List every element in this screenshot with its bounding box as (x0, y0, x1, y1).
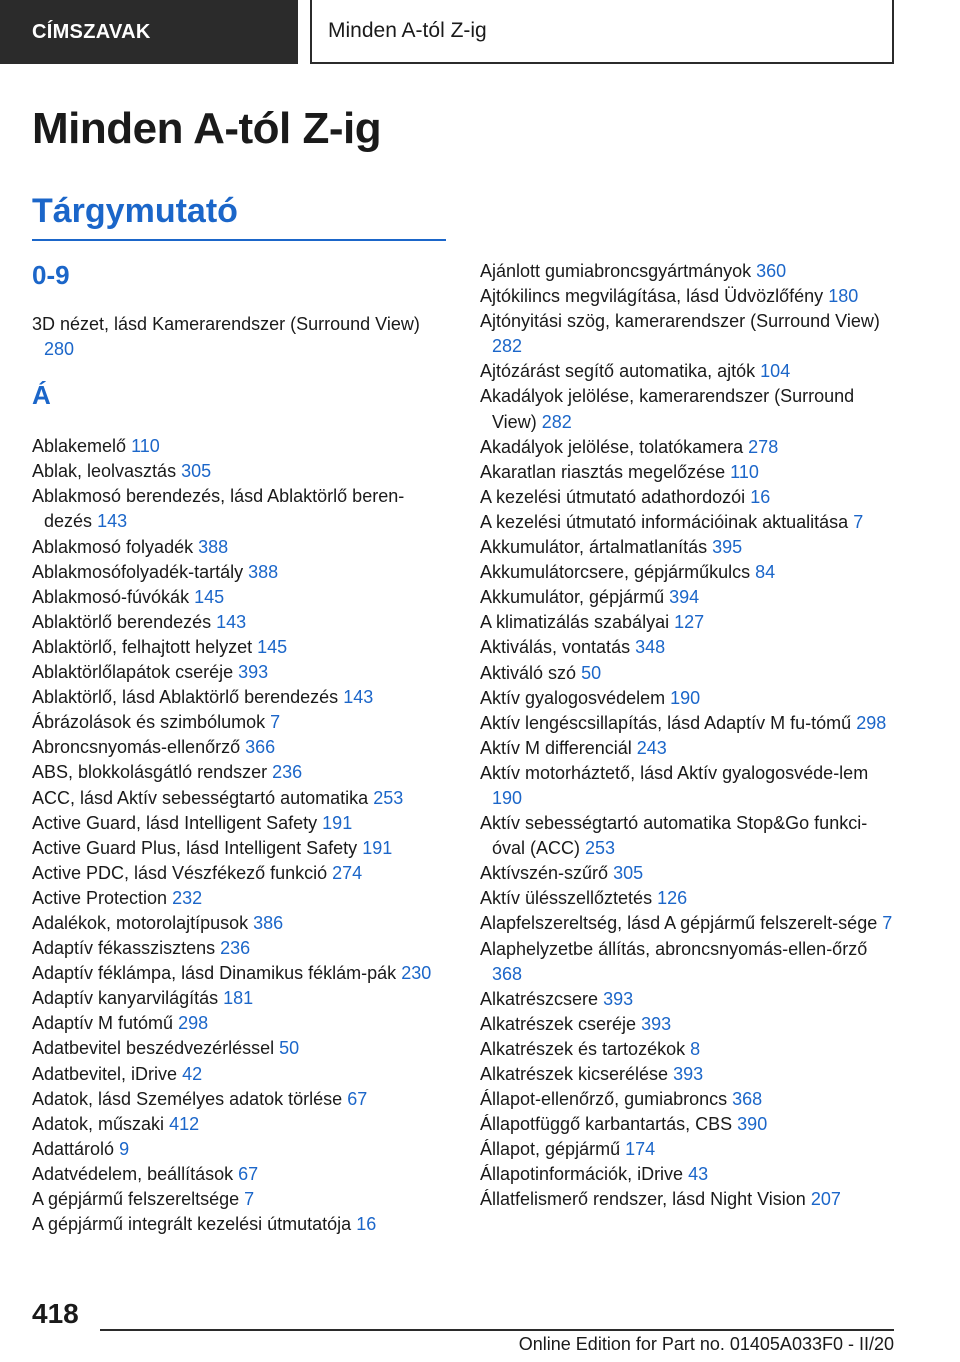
page-reference-link[interactable]: 181 (223, 988, 254, 1009)
index-entry (480, 861, 900, 886)
index-entry-text: Aktív gyalogosvédelem (480, 687, 666, 708)
section-tab[interactable]: CÍMSZAVAK (0, 0, 298, 64)
index-entry (480, 284, 900, 309)
page-reference-link[interactable]: 110 (730, 461, 759, 482)
index-group-heading: 0-9 (32, 260, 70, 290)
index-entry-text: A gépjármű felszereltsége (32, 1189, 240, 1209)
index-entry-text: Aktív lengéscsillapítás, lásd Adaptív M fu-tómű (480, 712, 852, 733)
page-reference-link[interactable]: 7 (853, 511, 864, 532)
index-entry (480, 761, 900, 811)
index-entry-text: Ablaktörlőlapátok cseréje (32, 662, 234, 683)
page-reference-link[interactable]: 145 (194, 586, 225, 607)
index-entry (32, 861, 452, 886)
footer-divider (100, 1329, 894, 1331)
index-entry (480, 711, 900, 736)
index-entry-text: Ablakemelő (32, 436, 127, 457)
index-group-entries (480, 259, 900, 1213)
page-reference-link[interactable]: 280 (44, 339, 75, 360)
page-reference-link[interactable]: 274 (332, 862, 363, 883)
page-reference-link[interactable]: 7 (244, 1189, 255, 1209)
index-entry (480, 510, 900, 535)
index-entry (32, 1112, 452, 1137)
index-entry (32, 911, 452, 936)
index-entry-text: Alkatrészek cseréje (480, 1013, 637, 1034)
index-entry-text: Ábrázolások és szimbólumok (32, 712, 266, 733)
index-entry-text: Állatfelismerő rendszer, lásd Night Vision (480, 1189, 806, 1210)
index-entry-text: Active Guard, lásd Intelligent Safety (32, 812, 318, 833)
index-entry (32, 1137, 452, 1162)
page-reference-link[interactable]: 393 (603, 988, 634, 1009)
page-reference-link[interactable]: 393 (673, 1064, 704, 1084)
page-number: 418 (32, 1298, 79, 1329)
page-reference-link[interactable]: 232 (172, 887, 203, 908)
index-entry (480, 686, 900, 711)
page-reference-link[interactable]: 42 (182, 1063, 203, 1084)
page-reference-link[interactable]: 393 (238, 662, 269, 683)
page-reference-link[interactable]: 50 (581, 662, 602, 683)
index-entry (32, 1187, 452, 1212)
index-entry-text: Akadályok jelölése, tolatókamera (480, 436, 744, 457)
index-entry (32, 585, 452, 610)
index-entry (32, 1036, 452, 1061)
page-reference-link[interactable]: 16 (750, 486, 771, 507)
index-entry (480, 1137, 900, 1162)
index-entry (32, 986, 452, 1011)
index-entry (32, 936, 452, 961)
index-entry-text: Ablakmosófolyadék-tartály (32, 561, 244, 582)
page-reference-link[interactable]: 236 (272, 762, 303, 783)
index-entry-text: Adatvédelem, beállítások (32, 1163, 234, 1184)
index-entry (480, 736, 900, 761)
page-reference-link[interactable]: 7 (270, 712, 281, 733)
index-entry-text: Adatbevitel beszédvezérléssel (32, 1038, 275, 1059)
page-reference-link[interactable]: 207 (810, 1189, 841, 1210)
index-entry (32, 660, 452, 685)
index-entry (480, 1062, 900, 1087)
chapter-tab[interactable]: Minden A-tól Z-ig (310, 0, 894, 64)
index-entry (480, 811, 900, 861)
index-entry (480, 460, 900, 485)
page-reference-link[interactable]: 253 (373, 787, 404, 808)
index-entry-text: Akkumulátorcsere, gépjárműkulcs (480, 562, 751, 583)
index-entry-text: Alapfelszereltség, lásd A gépjármű felszerelt-sége (480, 913, 878, 934)
index-entry (480, 485, 900, 510)
index-entry (32, 1011, 452, 1036)
index-entry (480, 886, 900, 911)
index-entry-text: Akadályok jelölése, kamerarendszer (Surround View) (480, 386, 855, 432)
index-entry-text: Ajtózárást segítő automatika, ajtók (480, 361, 756, 382)
page-reference-link[interactable]: 282 (492, 336, 523, 357)
index-entry (480, 560, 900, 585)
index-entry (32, 886, 452, 911)
page-reference-link[interactable]: 50 (279, 1038, 300, 1059)
index-entry-text: Alkatrészcsere (480, 988, 599, 1009)
page-reference-link[interactable]: 230 (401, 963, 432, 984)
index-entry (32, 685, 452, 710)
index-entry-text: Aktív M differenciál (480, 737, 632, 758)
page-reference-link[interactable]: 190 (670, 687, 701, 708)
index-entry-text: Ajánlott gumiabroncsgyártmányok (480, 261, 752, 281)
page-reference-link[interactable]: 236 (220, 938, 251, 959)
index-entry (32, 735, 452, 760)
index-entry-text: Aktív ülésszellőztetés (480, 888, 653, 909)
index-entry (32, 1087, 452, 1112)
index-entry-text: Állapotinformációk, iDrive (480, 1164, 684, 1185)
index-entry-text: Aktiválás, vontatás (480, 637, 631, 658)
page-reference-link[interactable]: 348 (635, 637, 666, 658)
index-entry-text: A gépjármű integrált kezelési útmutatója (32, 1214, 352, 1235)
index-entry (480, 359, 900, 384)
index-entry (480, 535, 900, 560)
page-reference-link[interactable]: 143 (216, 611, 247, 632)
index-entry-text: Ajtónyitási szög, kamerarendszer (Surround View) (480, 311, 880, 332)
index-entry (32, 635, 452, 660)
index-entry-text: Aktív sebességtartó automatika Stop&Go funkci-óval (ACC) (480, 813, 868, 859)
page-reference-link[interactable]: 7 (882, 913, 893, 934)
page-reference-link[interactable]: 84 (755, 562, 776, 583)
index-column-right (480, 259, 900, 1213)
index-entry-text: Adaptív féklámpa, lásd Dinamikus féklám-pák (32, 963, 397, 984)
index-entry (480, 1012, 900, 1037)
page-reference-link[interactable]: 143 (97, 511, 128, 532)
index-entry (480, 635, 900, 660)
index-entry-text: Alkatrészek és tartozékok (480, 1038, 686, 1059)
index-entry-text: 3D nézet, lásd Kamerarendszer (Surround View) (32, 314, 420, 334)
index-entry (32, 459, 452, 484)
index-entry-text: Alkatrészek kicserélése (480, 1064, 669, 1084)
index-entry-text: Állapotfüggő karbantartás, CBS (480, 1114, 733, 1135)
index-entry (480, 384, 900, 434)
index-entry (480, 1087, 900, 1112)
index-entry-text: Adalékok, motorolajtípusok (32, 912, 249, 933)
page-reference-link[interactable]: 127 (674, 612, 705, 633)
index-entry-text: Active Protection (32, 887, 168, 908)
page-reference-link[interactable]: 126 (657, 888, 688, 909)
index-entry-text: A kezelési útmutató adathordozói (480, 486, 746, 507)
index-entry-text: Ablaktörlő berendezés (32, 611, 212, 632)
page-reference-link[interactable]: 110 (131, 436, 160, 457)
index-entry (480, 661, 900, 686)
index-entry (32, 1162, 452, 1187)
index-entry-text: ACC, lásd Aktív sebességtartó automatika (32, 787, 369, 808)
page-reference-link[interactable]: 394 (669, 587, 700, 608)
page-reference-link[interactable]: 16 (356, 1214, 377, 1235)
page-reference-link[interactable]: 243 (636, 737, 667, 758)
index-entry (480, 937, 900, 987)
page-header (0, 0, 960, 66)
page-reference-link[interactable]: 412 (169, 1113, 200, 1134)
index-entry-text: ABS, blokkolásgátló rendszer (32, 762, 268, 783)
index-entry (32, 1212, 452, 1237)
page-reference-link[interactable]: 145 (257, 636, 288, 657)
index-entry-text: Ablak, leolvasztás (32, 461, 177, 482)
index-entry (480, 987, 900, 1012)
index-entry-text: Állapot-ellenőrző, gumiabroncs (480, 1089, 728, 1110)
page-reference-link[interactable]: 43 (688, 1164, 709, 1185)
page-title: Minden A-tól Z-ig (32, 104, 382, 153)
index-entry (480, 1187, 900, 1212)
index-entry-text: A kezelési útmutató információinak aktualitása (480, 511, 849, 532)
index-entry-text: Akaratlan riasztás megelőzése (480, 461, 726, 482)
index-group-entries (32, 434, 452, 1237)
page-reference-link[interactable]: 9 (119, 1138, 130, 1159)
page-reference-link[interactable]: 174 (625, 1139, 656, 1160)
index-entry-text: A klimatizálás szabályai (480, 612, 670, 633)
index-entry (32, 535, 452, 560)
page-reference-link[interactable]: 366 (245, 737, 276, 758)
index-entry-text: Akkumulátor, ártalmatlanítás (480, 537, 708, 558)
index-entry-text: Ablaktörlő, lásd Ablaktörlő berendezés (32, 687, 339, 708)
page-reference-link[interactable]: 305 (613, 863, 644, 884)
index-group-entries (32, 312, 452, 362)
index-entry (32, 312, 452, 362)
index-entry (32, 434, 452, 459)
page-reference-link[interactable]: 278 (748, 436, 779, 457)
index-entry-text: Ajtókilincs megvilágítása, lásd Üdvözlőfény (480, 286, 824, 307)
index-entry (32, 610, 452, 635)
index-entry-text: Adatok, lásd Személyes adatok törlése (32, 1088, 343, 1109)
index-entry (32, 786, 452, 811)
index-entry (32, 484, 452, 534)
index-entry-text: Aktiváló szó (480, 662, 577, 683)
page-reference-link[interactable]: 360 (756, 261, 787, 281)
index-entry (32, 961, 452, 986)
page-reference-link[interactable]: 104 (760, 361, 791, 382)
index-entry (480, 1162, 900, 1187)
section-divider (32, 239, 446, 241)
index-entry-text: Állapot, gépjármű (480, 1139, 621, 1160)
page-reference-link[interactable]: 143 (343, 687, 374, 708)
index-entry-text: Adaptív fékasszisztens (32, 938, 216, 959)
index-entry (32, 836, 452, 861)
index-entry-text: Ablakmosó berendezés, lásd Ablaktörlő beren-dezés (32, 486, 405, 532)
index-entry (480, 1112, 900, 1137)
page-reference-link[interactable]: 191 (322, 812, 353, 833)
index-entry-text: Akkumulátor, gépjármű (480, 587, 665, 608)
page-reference-link[interactable]: 180 (828, 286, 859, 307)
index-entry-text: Adatok, műszaki (32, 1113, 165, 1134)
index-entry-text: Adaptív kanyarvilágítás (32, 988, 219, 1009)
index-entry-text: Abroncsnyomás-ellenőrző (32, 737, 241, 758)
page-reference-link[interactable]: 388 (198, 536, 229, 557)
index-entry-text: Adattároló (32, 1138, 115, 1159)
index-entry-text: Adaptív M futómű (32, 1013, 174, 1034)
index-entry-text: Ablakmosó folyadék (32, 536, 194, 557)
page-reference-link[interactable]: 190 (492, 787, 523, 808)
index-entry (480, 585, 900, 610)
page-reference-link[interactable]: 298 (178, 1013, 209, 1034)
page-reference-link[interactable]: 253 (585, 838, 616, 859)
index-entry (32, 760, 452, 785)
index-entry-text: Alaphelyzetbe állítás, abroncsnyomás-ellen-őrző (480, 938, 868, 959)
index-entry-text: Adatbevitel, iDrive (32, 1063, 178, 1084)
index-entry (32, 560, 452, 585)
edition-note: Online Edition for Part no. 01405A033F0 - II/20 (518, 1334, 894, 1354)
page-reference-link[interactable]: 368 (732, 1089, 763, 1110)
index-entry (480, 259, 900, 284)
page-reference-link[interactable]: 67 (347, 1088, 368, 1109)
index-entry (32, 1062, 452, 1087)
index-entry (480, 610, 900, 635)
index-entry-text: Ablaktörlő, felhajtott helyzet (32, 636, 253, 657)
page-reference-link[interactable]: 386 (253, 912, 284, 933)
page-reference-link[interactable]: 8 (690, 1038, 701, 1059)
page-reference-link[interactable]: 282 (541, 411, 572, 432)
index-entry (32, 710, 452, 735)
index-entry (32, 811, 452, 836)
index-entry-text: Active PDC, lásd Vészfékező funkció (32, 862, 328, 883)
index-entry (480, 309, 900, 359)
page-reference-link[interactable]: 393 (641, 1013, 672, 1034)
index-column-left (32, 260, 452, 1237)
index-entry-text: Active Guard Plus, lásd Intelligent Safety (32, 837, 358, 858)
section-title: Tárgymutató (32, 192, 238, 230)
index-entry (480, 435, 900, 460)
page-reference-link[interactable]: 388 (248, 561, 279, 582)
page-reference-link[interactable]: 298 (856, 712, 887, 733)
index-entry-text: Ablakmosó-fúvókák (32, 586, 190, 607)
page-reference-link[interactable]: 368 (492, 963, 523, 984)
index-entry (480, 911, 900, 936)
page-reference-link[interactable]: 305 (181, 461, 212, 482)
index-entry-text: Aktív motorháztető, lásd Aktív gyalogosvéde-lem (480, 762, 869, 783)
page-reference-link[interactable]: 390 (737, 1114, 768, 1135)
index-entry-text: Aktívszén-szűrő (480, 863, 609, 884)
index-group-heading: Á (32, 380, 51, 411)
index-entry (480, 1037, 900, 1062)
page-reference-link[interactable]: 191 (362, 837, 393, 858)
page-reference-link[interactable]: 395 (712, 537, 743, 558)
page-reference-link[interactable]: 67 (238, 1163, 259, 1184)
